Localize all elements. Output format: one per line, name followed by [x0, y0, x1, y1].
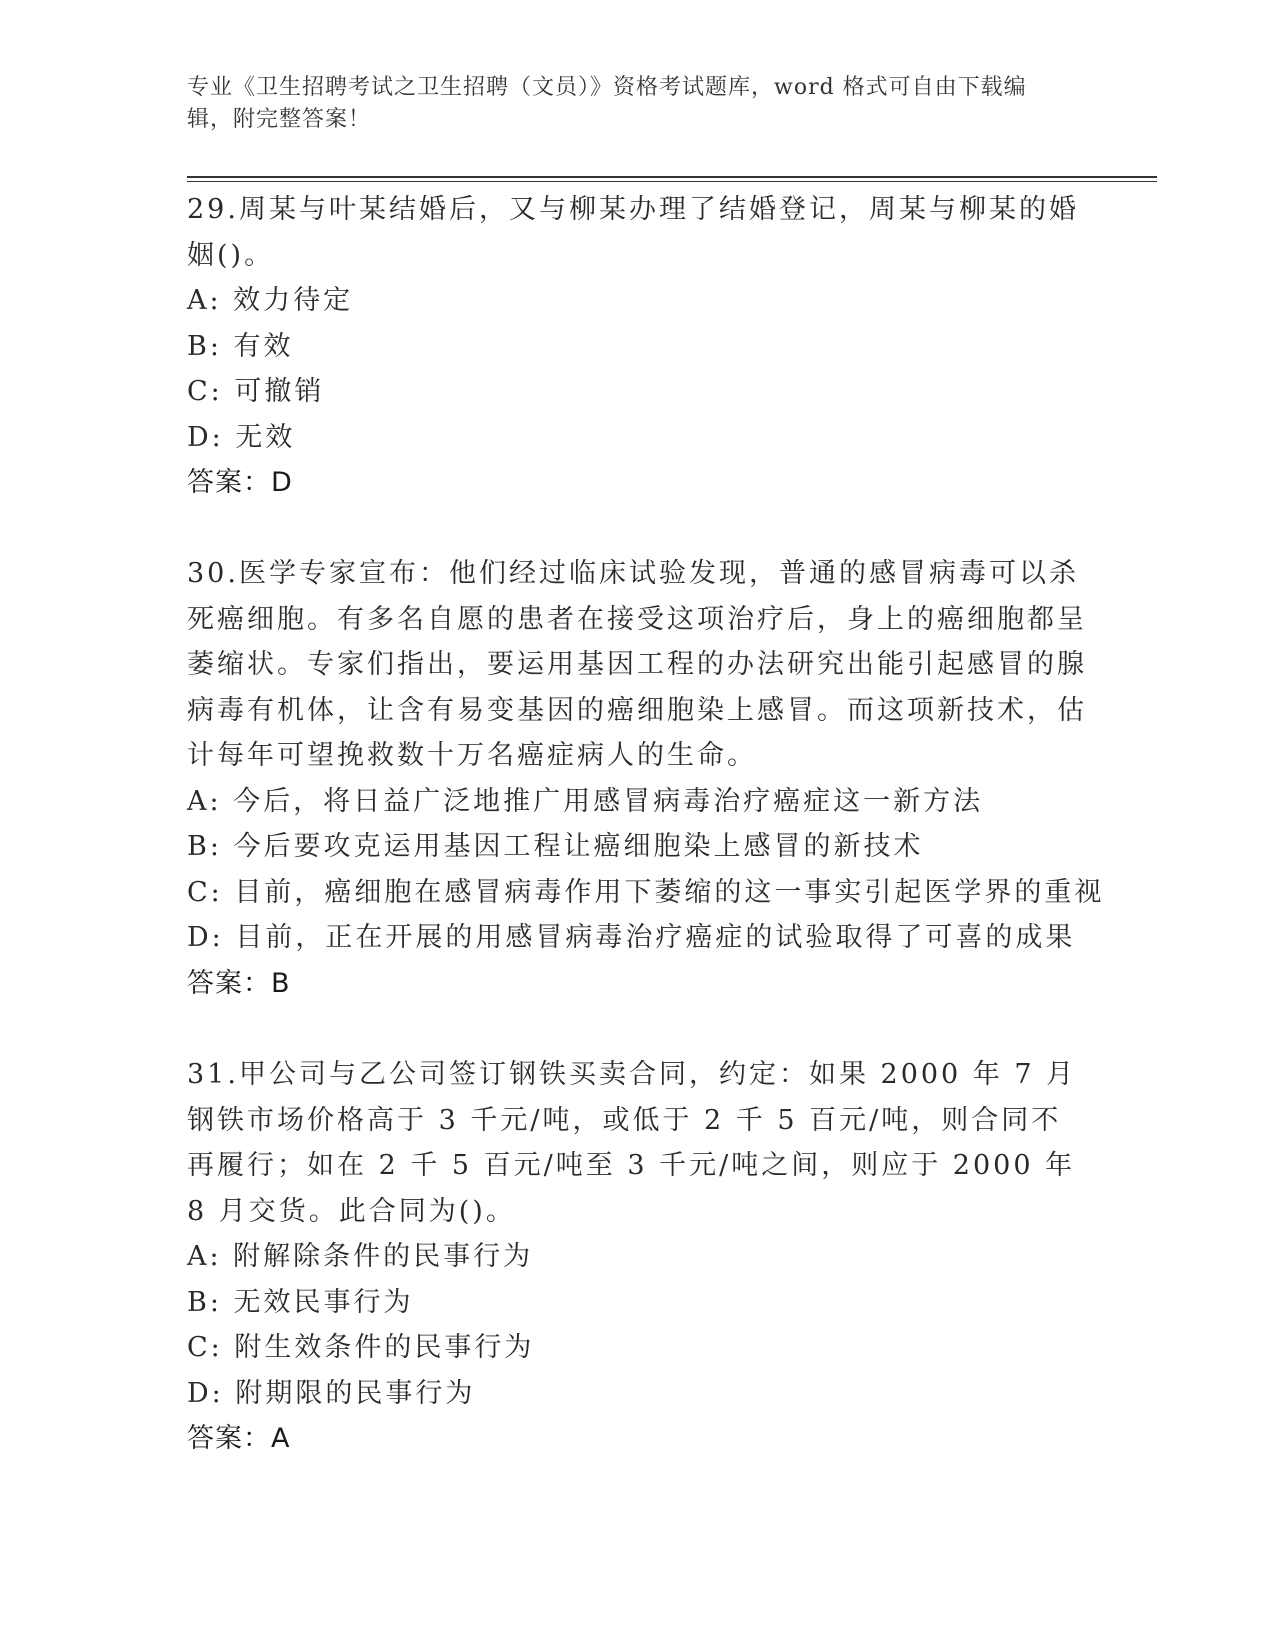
question-29 [187, 187, 1087, 506]
header-divider-thin [187, 181, 1157, 182]
question-stem: 30.医学专家宣布：他们经过临床试验发现，普通的感冒病毒可以杀死癌细胞。有多名自愿的患者在接受这项治疗后，身上的癌细胞都呈萎缩状。专家们指出，要运用基因工程的办法研究出能引起感冒的腺病毒有机体，让含有易变基因的癌细胞染上感冒。而这项新技术，估计每年可望挽救数十万名癌症病人的生命。 [187, 558, 1087, 771]
question-30 [187, 551, 1105, 1006]
option-a: A: 今后，将日益广泛地推广用感冒病毒治疗癌症这一新方法 [187, 785, 984, 817]
option-b: B: 有效 [187, 330, 294, 362]
question-stem: 31.甲公司与乙公司签订钢铁买卖合同，约定：如果 2000 年 7 月钢铁市场价格高于 3 千元/吨，或低于 2 千 5 百元/吨，则合同不再履行；如在 2 千 5 百元/吨至 3 千元/吨之间，则应于 2000 年 8 月交货。此合同为()。 [187, 1059, 1077, 1227]
question-31 [187, 1052, 1087, 1462]
option-c: C: 可撤销 [187, 376, 325, 407]
option-b: B: 今后要攻克运用基因工程让癌细胞染上感冒的新技术 [187, 831, 924, 862]
header-divider-thick [187, 176, 1157, 178]
option-a: A: 附解除条件的民事行为 [187, 1241, 534, 1272]
option-d: D: 无效 [187, 421, 296, 453]
answer: 答案：A [187, 1423, 291, 1454]
option-c: C: 目前，癌细胞在感冒病毒作用下萎缩的这一事实引起医学界的重视 [187, 876, 1105, 908]
option-c: C: 附生效条件的民事行为 [187, 1332, 535, 1363]
document-header: 专业《卫生招聘考试之卫生招聘（文员）》资格考试题库，word 格式可自由下载编辑，附完整答案！ [187, 75, 1027, 132]
option-b: B: 无效民事行为 [187, 1286, 414, 1318]
question-stem: 29.周某与叶某结婚后，又与柳某办理了结婚登记，周某与柳某的婚姻()。 [187, 194, 1079, 271]
option-a: A: 效力待定 [187, 285, 354, 316]
answer: 答案：D [187, 467, 293, 498]
option-d: D: 目前，正在开展的用感冒病毒治疗癌症的试验取得了可喜的成果 [187, 922, 1076, 953]
option-d: D: 附期限的民事行为 [187, 1377, 476, 1409]
answer: 答案：B [187, 967, 291, 999]
